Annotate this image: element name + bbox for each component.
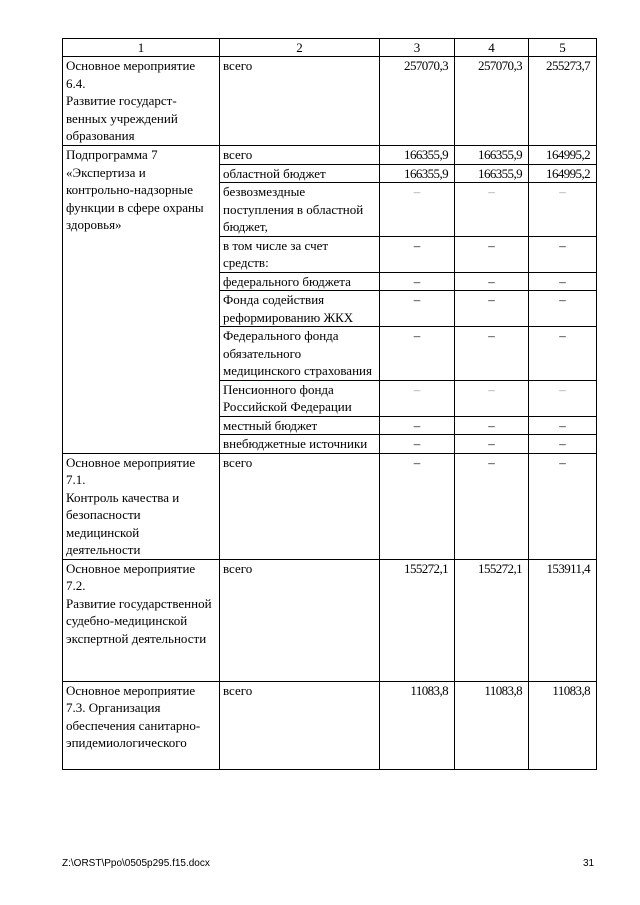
budget-table bbox=[62, 38, 597, 770]
funding-source-cell: всего bbox=[220, 453, 380, 559]
header-cell: 4 bbox=[455, 39, 529, 57]
value-cell: – bbox=[380, 416, 455, 435]
value-cell: – bbox=[380, 380, 455, 416]
measure-name-cell: Основное мероприятие 7.2. Развитие государственной судебно-медицинской экспертной деятельности bbox=[63, 559, 220, 681]
value-cell: – bbox=[380, 183, 455, 237]
value-cell: 257070,3 bbox=[380, 57, 455, 146]
funding-source-cell: федерального бюджета bbox=[220, 272, 380, 291]
value-cell: – bbox=[529, 183, 597, 237]
value-cell: – bbox=[380, 453, 455, 559]
funding-source-cell: местный бюджет bbox=[220, 416, 380, 435]
value-cell: – bbox=[455, 291, 529, 327]
value-cell: – bbox=[529, 380, 597, 416]
value-cell: 11083,8 bbox=[455, 681, 529, 769]
page-number: 31 bbox=[583, 858, 595, 869]
value-cell: – bbox=[529, 291, 597, 327]
table-row bbox=[63, 57, 597, 146]
value-cell: 11083,8 bbox=[380, 681, 455, 769]
table-row bbox=[63, 681, 597, 769]
table-row bbox=[63, 146, 597, 165]
table-row bbox=[63, 453, 597, 559]
value-cell: – bbox=[529, 272, 597, 291]
measure-name-cell: Основное мероприятие 7.3. Организация обеспечения санитарно-эпидемиологического bbox=[63, 681, 220, 769]
table-row bbox=[63, 559, 597, 681]
value-cell: – bbox=[455, 453, 529, 559]
value-cell: – bbox=[455, 272, 529, 291]
value-cell: – bbox=[455, 236, 529, 272]
value-cell: 164995,2 bbox=[529, 164, 597, 183]
value-cell: 153911,4 bbox=[529, 559, 597, 681]
header-cell: 2 bbox=[220, 39, 380, 57]
funding-source-cell: внебюджетные источники bbox=[220, 435, 380, 454]
value-cell: 164995,2 bbox=[529, 146, 597, 165]
funding-source-cell: Пенсионного фонда Российской Федерации bbox=[220, 380, 380, 416]
value-cell: – bbox=[380, 327, 455, 381]
funding-source-cell: Фонда содействия реформированию ЖКХ bbox=[220, 291, 380, 327]
header-cell: 5 bbox=[529, 39, 597, 57]
measure-name-cell: Основное мероприятие 7.1. Контроль качества и безопасности медицинской деятельности bbox=[63, 453, 220, 559]
value-cell: 257070,3 bbox=[455, 57, 529, 146]
header-cell: 1 bbox=[63, 39, 220, 57]
value-cell: – bbox=[455, 416, 529, 435]
value-cell: – bbox=[380, 435, 455, 454]
value-cell: 166355,9 bbox=[455, 146, 529, 165]
table-header-row bbox=[63, 39, 597, 57]
value-cell: 155272,1 bbox=[455, 559, 529, 681]
value-cell: 155272,1 bbox=[380, 559, 455, 681]
funding-source-cell: Федерального фонда обязательного медицинского страхования bbox=[220, 327, 380, 381]
value-cell: – bbox=[455, 327, 529, 381]
value-cell: 166355,9 bbox=[380, 146, 455, 165]
value-cell: – bbox=[380, 291, 455, 327]
value-cell: – bbox=[529, 327, 597, 381]
value-cell: 166355,9 bbox=[455, 164, 529, 183]
value-cell: 11083,8 bbox=[529, 681, 597, 769]
value-cell: – bbox=[529, 236, 597, 272]
funding-source-cell: всего bbox=[220, 559, 380, 681]
value-cell: – bbox=[380, 272, 455, 291]
funding-source-cell: всего bbox=[220, 146, 380, 165]
value-cell: – bbox=[529, 416, 597, 435]
funding-source-cell: безвозмездные поступления в областной бюджет, bbox=[220, 183, 380, 237]
value-cell: – bbox=[455, 380, 529, 416]
value-cell: 255273,7 bbox=[529, 57, 597, 146]
header-cell: 3 bbox=[380, 39, 455, 57]
funding-source-cell: всего bbox=[220, 681, 380, 769]
subprogram-name-cell: Подпрограмма 7 «Экспертиза и контрольно-надзорные функции в сфере охраны здоровья» bbox=[63, 146, 220, 454]
funding-source-cell: всего bbox=[220, 57, 380, 146]
value-cell: – bbox=[455, 183, 529, 237]
funding-source-cell: в том числе за счет средств: bbox=[220, 236, 380, 272]
value-cell: – bbox=[380, 236, 455, 272]
funding-source-cell: областной бюджет bbox=[220, 164, 380, 183]
measure-name-cell: Основное мероприятие 6.4. Развитие государст-венных учреждений образования bbox=[63, 57, 220, 146]
value-cell: – bbox=[529, 435, 597, 454]
value-cell: 166355,9 bbox=[380, 164, 455, 183]
value-cell: – bbox=[455, 435, 529, 454]
file-path: Z:\ORST\Ppo\0505p295.f15.docx bbox=[62, 858, 210, 869]
value-cell: – bbox=[529, 453, 597, 559]
